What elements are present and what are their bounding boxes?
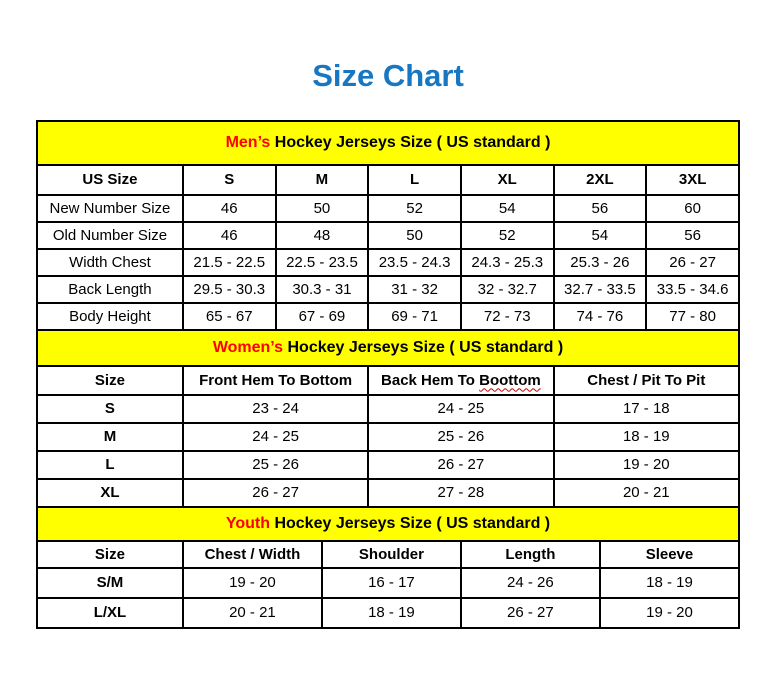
row-label: Back Length — [37, 276, 183, 303]
cell-value: 26 - 27 — [183, 479, 368, 507]
table-row — [37, 276, 739, 303]
cell-value: 17 - 18 — [554, 395, 740, 423]
table-row — [37, 395, 739, 423]
column-header-xl: XL — [461, 165, 554, 195]
column-header-sleeve: Sleeve — [600, 541, 739, 568]
cell-value: 33.5 - 34.6 — [646, 276, 739, 303]
column-header-us-size: US Size — [37, 165, 183, 195]
cell-value: 25 - 26 — [183, 451, 368, 479]
cell-value: 50 — [276, 195, 369, 222]
cell-value: 23.5 - 24.3 — [368, 249, 461, 276]
cell-value: 72 - 73 — [461, 303, 554, 330]
row-label: Old Number Size — [37, 222, 183, 249]
cell-value: 20 - 21 — [554, 479, 740, 507]
cell-value: 74 - 76 — [554, 303, 647, 330]
cell-value: 19 - 20 — [600, 598, 739, 628]
column-header-chest-width: Chest / Width — [183, 541, 322, 568]
row-label: XL — [37, 479, 183, 507]
row-label: S/M — [37, 568, 183, 598]
table-row — [37, 451, 739, 479]
column-header-shoulder: Shoulder — [322, 541, 461, 568]
cell-value: 54 — [554, 222, 647, 249]
cell-value: 48 — [276, 222, 369, 249]
row-label: Body Height — [37, 303, 183, 330]
section-header-mens — [37, 121, 739, 165]
cell-value: 69 - 71 — [368, 303, 461, 330]
cell-value: 56 — [646, 222, 739, 249]
cell-value: 18 - 19 — [322, 598, 461, 628]
cell-value: 20 - 21 — [183, 598, 322, 628]
column-header-2xl: 2XL — [554, 165, 647, 195]
cell-value: 65 - 67 — [183, 303, 276, 330]
cell-value: 24.3 - 25.3 — [461, 249, 554, 276]
table-row — [37, 423, 739, 451]
cell-value: 19 - 20 — [183, 568, 322, 598]
row-label: L — [37, 451, 183, 479]
column-header-front-hem: Front Hem To Bottom — [183, 366, 368, 395]
column-header-l: L — [368, 165, 461, 195]
typo-word: Boottom — [479, 371, 541, 389]
cell-value: 67 - 69 — [276, 303, 369, 330]
section-highlight-youth: Youth — [225, 514, 270, 532]
cell-value: 30.3 - 31 — [276, 276, 369, 303]
cell-value: 24 - 25 — [183, 423, 368, 451]
cell-value: 18 - 19 — [554, 423, 740, 451]
table-row — [37, 598, 739, 628]
table-row — [37, 249, 739, 276]
cell-value: 16 - 17 — [322, 568, 461, 598]
cell-value: 26 - 27 — [646, 249, 739, 276]
cell-value: 18 - 19 — [600, 568, 739, 598]
cell-value: 46 — [183, 222, 276, 249]
section-header-womens — [37, 330, 739, 366]
table-row — [37, 303, 739, 330]
table-row — [37, 479, 739, 507]
column-header-size: Size — [37, 366, 183, 395]
section-title-rest-youth: Hockey Jerseys Size ( US standard ) — [270, 514, 551, 532]
cell-value: 25.3 - 26 — [554, 249, 647, 276]
cell-value: 77 - 80 — [646, 303, 739, 330]
cell-value: 31 - 32 — [368, 276, 461, 303]
cell-value: 56 — [554, 195, 647, 222]
cell-value: 26 - 27 — [368, 451, 553, 479]
page-title: Size Chart — [312, 58, 464, 93]
cell-value: 54 — [461, 195, 554, 222]
column-header-size-youth: Size — [37, 541, 183, 568]
cell-value: 32 - 32.7 — [461, 276, 554, 303]
cell-value: 60 — [646, 195, 739, 222]
cell-value: 27 - 28 — [368, 479, 553, 507]
row-label: New Number Size — [37, 195, 183, 222]
section-title-rest-womens: Hockey Jerseys Size ( US standard ) — [283, 338, 564, 356]
section-highlight-mens: Men’s — [225, 133, 271, 151]
section-title-rest-mens: Hockey Jerseys Size ( US standard ) — [270, 133, 551, 151]
section-highlight-womens: Women’s — [212, 338, 284, 356]
cell-value: 22.5 - 23.5 — [276, 249, 369, 276]
cell-value: 26 - 27 — [461, 598, 600, 628]
table-row — [37, 568, 739, 598]
cell-value: 21.5 - 22.5 — [183, 249, 276, 276]
cell-value: 23 - 24 — [183, 395, 368, 423]
cell-value: 50 — [368, 222, 461, 249]
row-label: Width Chest — [37, 249, 183, 276]
cell-value: 52 — [368, 195, 461, 222]
table-row — [37, 195, 739, 222]
row-label: L/XL — [37, 598, 183, 628]
cell-value: 24 - 26 — [461, 568, 600, 598]
column-header-length: Length — [461, 541, 600, 568]
column-header-back-hem: Back Hem To Boottom — [368, 366, 553, 395]
cell-value: 24 - 25 — [368, 395, 553, 423]
column-header-3xl: 3XL — [646, 165, 739, 195]
cell-value: 32.7 - 33.5 — [554, 276, 647, 303]
row-label: S — [37, 395, 183, 423]
column-header-m: M — [276, 165, 369, 195]
table-row — [37, 222, 739, 249]
column-header-s: S — [183, 165, 276, 195]
cell-value: 25 - 26 — [368, 423, 553, 451]
cell-value: 19 - 20 — [554, 451, 740, 479]
cell-value: 52 — [461, 222, 554, 249]
cell-value: 29.5 - 30.3 — [183, 276, 276, 303]
column-header-chest-pit: Chest / Pit To Pit — [554, 366, 740, 395]
size-chart-table — [36, 120, 740, 629]
row-label: M — [37, 423, 183, 451]
cell-value: 46 — [183, 195, 276, 222]
section-header-youth — [37, 507, 739, 541]
